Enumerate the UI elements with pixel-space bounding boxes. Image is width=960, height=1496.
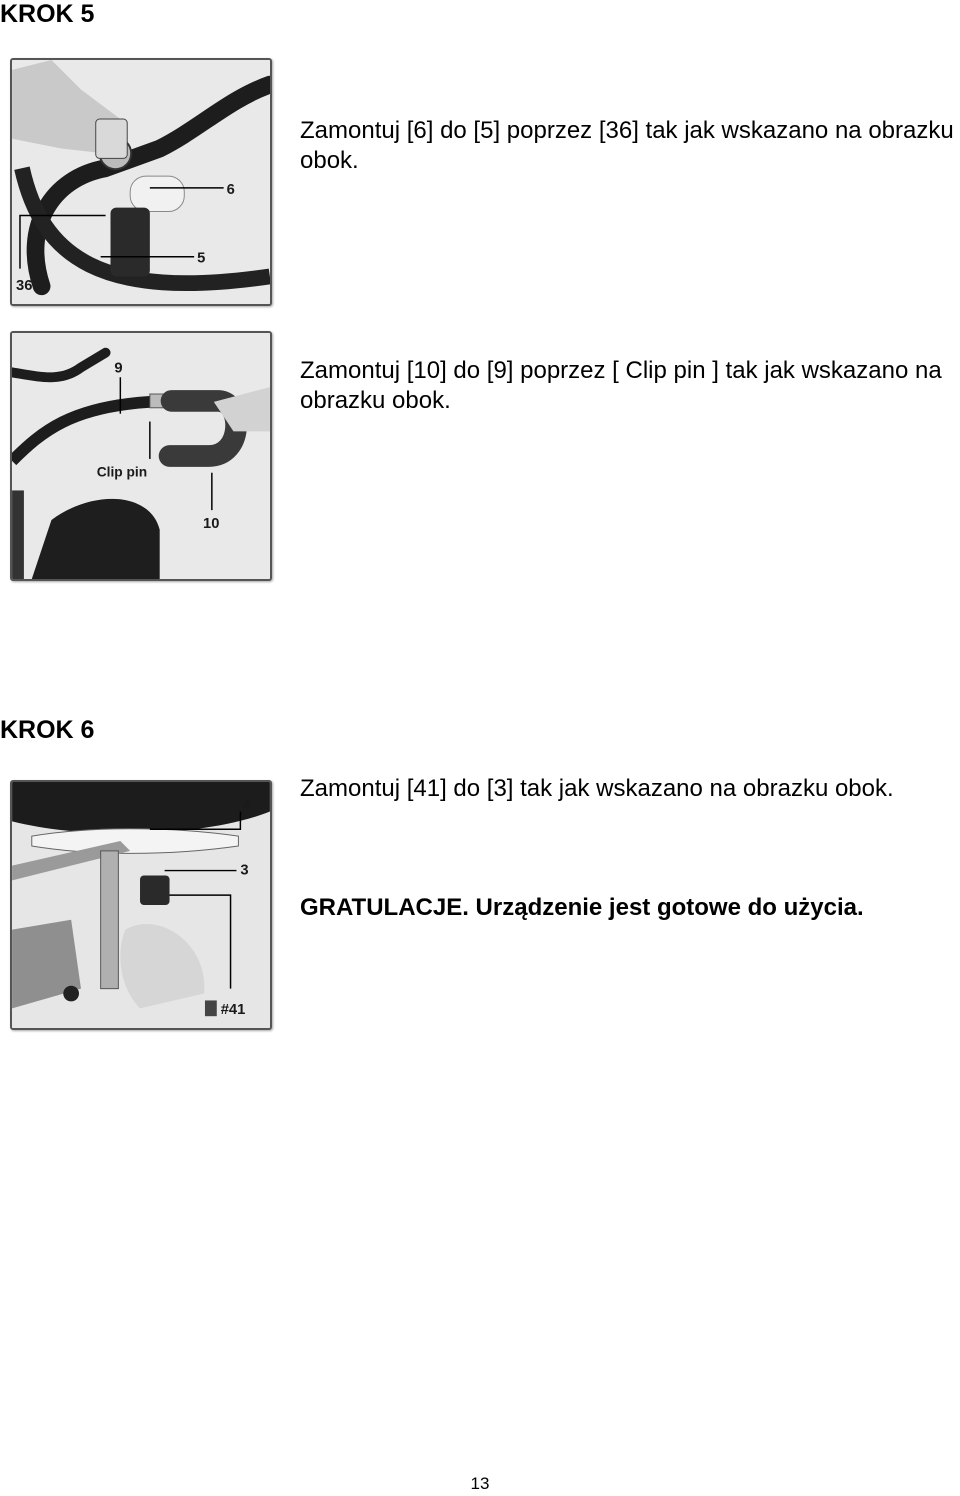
label-part-36: 36 <box>16 278 33 295</box>
step6-heading: KROK 6 <box>0 716 95 744</box>
step5-instruction-1: Zamontuj [6] do [5] poprzez [36] tak jak wskazano na obrazku obok. <box>300 117 954 174</box>
label-part-5: 5 <box>197 250 206 267</box>
label-part-41: #41 <box>220 1002 246 1019</box>
label-clip-pin: Clip pin <box>96 464 148 480</box>
step6-congratulations: GRATULACJE. Urządzenie jest gotowe do użycia. <box>300 894 864 921</box>
handlebar-assembly-illustration <box>12 60 270 304</box>
label-part-4: 4 <box>242 797 251 814</box>
knob-assembly-illustration <box>12 782 270 1028</box>
page-number: 13 <box>470 1474 490 1493</box>
label-part-9: 9 <box>114 360 123 377</box>
step5-instruction-2: Zamontuj [10] do [9] poprzez [ Clip pin ] tak jak wskazano na obrazku obok. <box>300 357 942 414</box>
label-part-6: 6 <box>226 181 235 198</box>
label-part-3: 3 <box>240 862 249 879</box>
step6-instruction: Zamontuj [41] do [3] tak jak wskazano na obrazku obok. <box>300 775 894 802</box>
step5-photo-2 <box>10 331 272 581</box>
label-part-10: 10 <box>202 515 220 532</box>
step5-photo-1 <box>10 58 272 306</box>
step6-photo <box>10 780 272 1030</box>
clip-pin-assembly-illustration <box>12 333 270 579</box>
step5-heading: KROK 5 <box>0 0 95 28</box>
